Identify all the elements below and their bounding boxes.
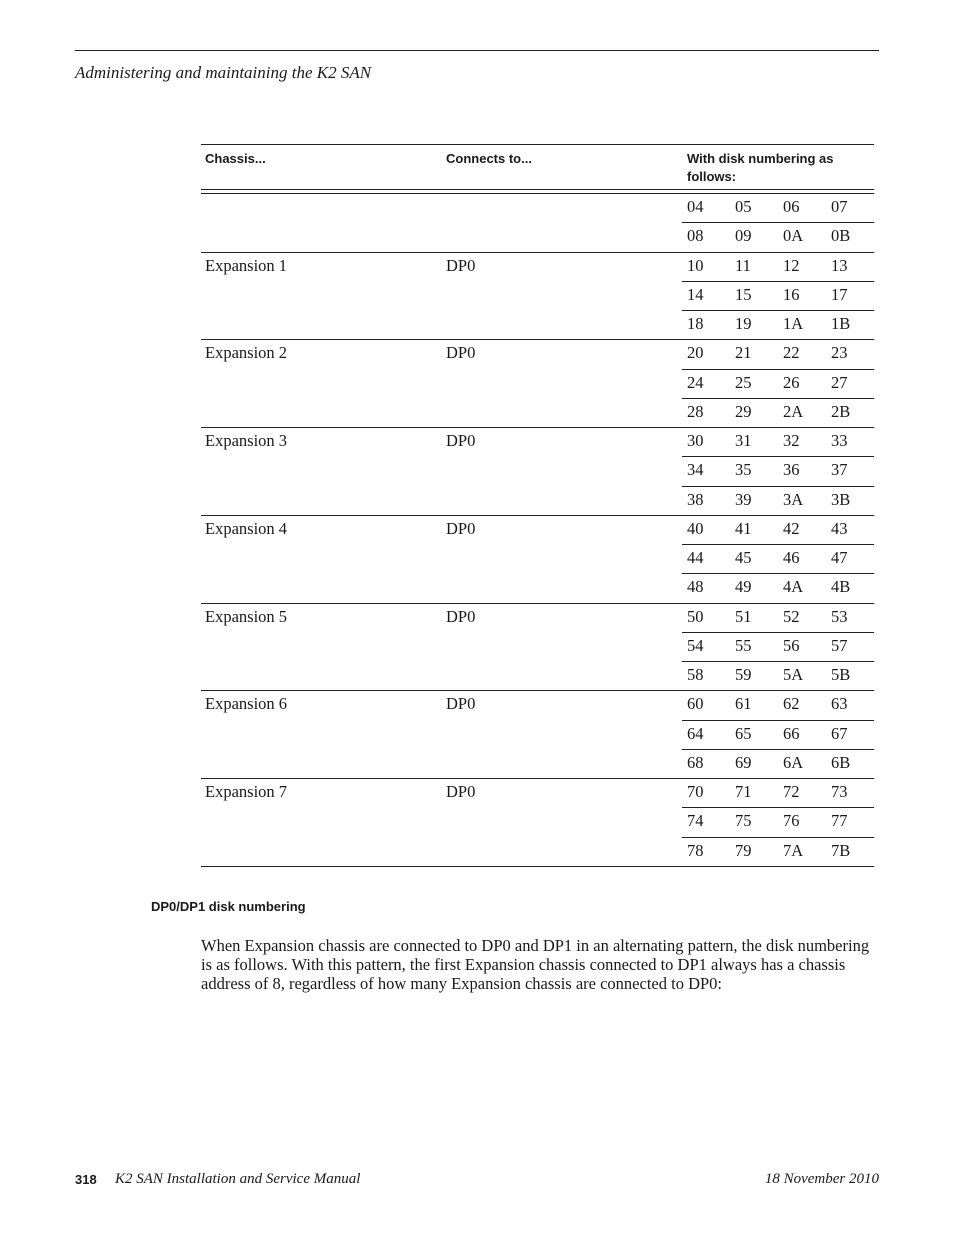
disk-number-cell: 49	[735, 577, 752, 596]
disk-number-cell: 5A	[783, 665, 804, 684]
disk-number-cell: 69	[735, 753, 752, 772]
disk-number-cell: 12	[783, 256, 800, 275]
disk-number-cell: 54	[687, 636, 704, 655]
disk-number-cell: 75	[735, 811, 752, 830]
disk-number-cell: 43	[831, 519, 848, 538]
disk-number-cell: 17	[831, 285, 848, 304]
disk-number-cell: 19	[735, 314, 752, 333]
disk-number-cell: 22	[783, 343, 800, 362]
chassis-cell: Expansion 3	[205, 431, 288, 450]
disk-number-cell: 47	[831, 548, 848, 567]
disk-number-cell: 32	[783, 431, 800, 450]
disk-number-cell: 71	[735, 782, 752, 801]
disk-number-cell: 39	[735, 490, 752, 509]
disk-number-cell: 29	[735, 402, 752, 421]
disk-number-cell: 0B	[831, 226, 851, 245]
disk-row-divider	[682, 222, 874, 223]
column-header-chassis: Chassis...	[205, 151, 266, 166]
chassis-cell: Expansion 7	[205, 782, 288, 801]
disk-number-cell: 4A	[783, 577, 804, 596]
connects-to-cell: DP0	[446, 694, 476, 713]
connects-to-cell: DP0	[446, 607, 476, 626]
disk-number-cell: 3B	[831, 490, 851, 509]
connects-to-cell: DP0	[446, 519, 476, 538]
disk-number-cell: 46	[783, 548, 800, 567]
disk-number-cell: 73	[831, 782, 848, 801]
disk-number-cell: 10	[687, 256, 704, 275]
disk-number-cell: 77	[831, 811, 848, 830]
footer-manual-title: K2 SAN Installation and Service Manual	[115, 1171, 361, 1187]
connects-to-cell: DP0	[446, 431, 476, 450]
section-heading: DP0/DP1 disk numbering	[151, 899, 306, 914]
disk-number-cell: 1B	[831, 314, 851, 333]
disk-number-cell: 25	[735, 373, 752, 392]
disk-number-cell: 61	[735, 694, 752, 713]
disk-number-cell: 04	[687, 197, 704, 216]
disk-number-cell: 42	[783, 519, 800, 538]
connects-to-cell: DP0	[446, 256, 476, 275]
disk-number-cell: 53	[831, 607, 848, 626]
disk-number-cell: 0A	[783, 226, 804, 245]
disk-number-cell: 23	[831, 343, 848, 362]
disk-row-divider	[682, 837, 874, 838]
disk-number-cell: 38	[687, 490, 704, 509]
column-header-disk-numbering: With disk numbering as follows:	[687, 151, 834, 184]
disk-number-cell: 72	[783, 782, 800, 801]
table-top-rule	[201, 144, 874, 145]
chassis-cell: Expansion 6	[205, 694, 288, 713]
column-header-connects-to: Connects to...	[446, 151, 532, 166]
disk-number-cell: 15	[735, 285, 752, 304]
disk-number-cell: 28	[687, 402, 704, 421]
disk-number-cell: 6B	[831, 753, 851, 772]
disk-number-cell: 79	[735, 841, 752, 860]
disk-number-cell: 18	[687, 314, 704, 333]
disk-number-cell: 34	[687, 460, 704, 479]
disk-row-divider	[682, 486, 874, 487]
disk-number-cell: 26	[783, 373, 800, 392]
disk-number-cell: 63	[831, 694, 848, 713]
disk-number-cell: 2A	[783, 402, 804, 421]
disk-row-divider	[682, 720, 874, 721]
disk-number-cell: 13	[831, 256, 848, 275]
disk-number-cell: 56	[783, 636, 800, 655]
disk-row-divider	[682, 456, 874, 457]
disk-number-cell: 08	[687, 226, 704, 245]
disk-number-cell: 06	[783, 197, 800, 216]
group-divider	[201, 252, 874, 253]
disk-number-cell: 52	[783, 607, 800, 626]
group-divider	[201, 603, 874, 604]
disk-number-cell: 07	[831, 197, 848, 216]
disk-number-cell: 05	[735, 197, 752, 216]
disk-number-cell: 3A	[783, 490, 804, 509]
disk-number-cell: 33	[831, 431, 848, 450]
table-header-double-rule	[201, 189, 874, 194]
disk-number-cell: 51	[735, 607, 752, 626]
disk-number-cell: 76	[783, 811, 800, 830]
disk-number-cell: 36	[783, 460, 800, 479]
disk-number-cell: 7B	[831, 841, 851, 860]
disk-number-cell: 65	[735, 724, 752, 743]
disk-row-divider	[682, 632, 874, 633]
disk-number-cell: 67	[831, 724, 848, 743]
disk-number-cell: 62	[783, 694, 800, 713]
disk-number-cell: 5B	[831, 665, 851, 684]
disk-number-cell: 37	[831, 460, 848, 479]
disk-number-cell: 11	[735, 256, 751, 275]
disk-number-cell: 31	[735, 431, 752, 450]
disk-number-cell: 1A	[783, 314, 804, 333]
disk-number-cell: 74	[687, 811, 704, 830]
header-rule	[75, 50, 879, 51]
chassis-cell: Expansion 1	[205, 256, 288, 275]
disk-number-cell: 70	[687, 782, 704, 801]
disk-number-cell: 35	[735, 460, 752, 479]
group-divider	[201, 515, 874, 516]
disk-number-cell: 09	[735, 226, 752, 245]
disk-number-cell: 55	[735, 636, 752, 655]
disk-row-divider	[682, 310, 874, 311]
chassis-cell: Expansion 2	[205, 343, 288, 362]
disk-number-cell: 68	[687, 753, 704, 772]
disk-row-divider	[682, 661, 874, 662]
disk-number-cell: 64	[687, 724, 704, 743]
footer-date: 18 November 2010	[764, 1171, 879, 1187]
disk-number-cell: 60	[687, 694, 704, 713]
disk-row-divider	[682, 807, 874, 808]
disk-number-cell: 66	[783, 724, 800, 743]
disk-number-cell: 58	[687, 665, 704, 684]
disk-number-cell: 57	[831, 636, 848, 655]
disk-number-cell: 24	[687, 373, 704, 392]
disk-number-cell: 78	[687, 841, 704, 860]
disk-number-cell: 6A	[783, 753, 804, 772]
chassis-cell: Expansion 5	[205, 607, 288, 626]
disk-number-cell: 59	[735, 665, 752, 684]
running-header-title: Administering and maintaining the K2 SAN	[75, 63, 372, 82]
disk-number-cell: 45	[735, 548, 752, 567]
group-divider	[201, 427, 874, 428]
disk-number-cell: 50	[687, 607, 704, 626]
disk-number-cell: 16	[783, 285, 800, 304]
disk-row-divider	[682, 749, 874, 750]
connects-to-cell: DP0	[446, 343, 476, 362]
disk-row-divider	[682, 398, 874, 399]
disk-number-cell: 4B	[831, 577, 851, 596]
footer-page-number: 318	[75, 1172, 97, 1187]
disk-number-cell: 44	[687, 548, 704, 567]
disk-number-cell: 30	[687, 431, 704, 450]
disk-number-cell: 2B	[831, 402, 851, 421]
disk-number-cell: 41	[735, 519, 752, 538]
disk-row-divider	[682, 544, 874, 545]
disk-number-cell: 21	[735, 343, 752, 362]
group-divider	[201, 690, 874, 691]
connects-to-cell: DP0	[446, 782, 476, 801]
disk-number-cell: 27	[831, 373, 848, 392]
group-divider	[201, 339, 874, 340]
disk-number-cell: 20	[687, 343, 704, 362]
disk-number-cell: 48	[687, 577, 704, 596]
disk-number-cell: 14	[687, 285, 704, 304]
disk-number-cell: 7A	[783, 841, 804, 860]
disk-row-divider	[682, 369, 874, 370]
table-bottom-rule	[201, 866, 874, 867]
body-paragraph: When Expansion chassis are connected to DP0 and DP1 in an alternating pattern, the disk numbering is as follows. With this pattern, the first Expansion chassis connected to DP1 always has a chassis address of 8, regardless of how many Expansion chassis are connected to DP0:	[201, 936, 870, 993]
group-divider	[201, 778, 874, 779]
disk-row-divider	[682, 281, 874, 282]
disk-row-divider	[682, 573, 874, 574]
disk-number-cell: 40	[687, 519, 704, 538]
chassis-cell: Expansion 4	[205, 519, 288, 538]
